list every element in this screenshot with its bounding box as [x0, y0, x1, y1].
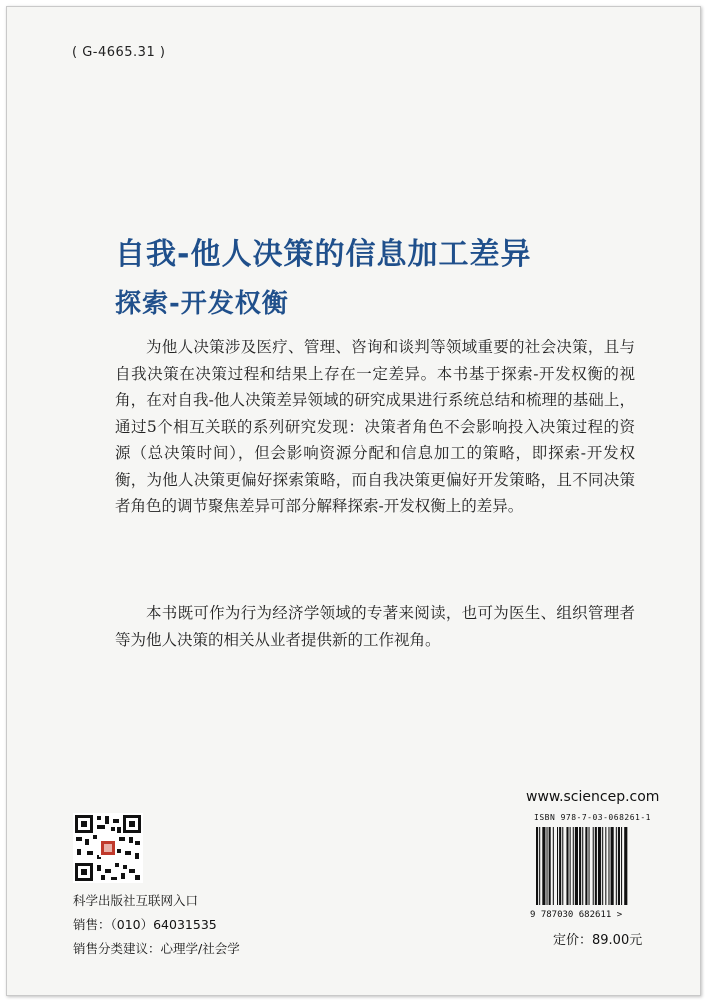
sales-category: 销售分类建议：心理学/社会学: [73, 941, 240, 956]
book-subtitle: 探索-开发权衡: [115, 289, 289, 319]
description-paragraph-1: 为他人决策涉及医疗、管理、咨询和谈判等领域重要的社会决策，且与自我决策在决策过程和结果上存在一定差异。本书基于探索-开发权衡的视角，在对自我-他人决策差异领域的研究成果进行系统总结和梳理的基础上，通过5个相互关联的系列研究发现：决策者角色不会影响投入决策过程的资源（总决策时间），但会影响资源分配和信息加工的策略，即探索-开发权衡，为他人决策更偏好探索策略，而自我决策更偏好开发策略，且不同决策者角色的调节聚焦差异可部分解释探索-开发权衡上的差异。: [115, 338, 635, 515]
isbn-barcode: [528, 827, 666, 920]
isbn-text: ISBN 978-7-03-068261-1: [534, 813, 651, 822]
qr-code-icon: [73, 813, 143, 883]
book-title: 自我-他人决策的信息加工差异: [115, 237, 532, 272]
sales-phone: 销售：（010）64031535: [73, 917, 217, 932]
publisher-portal-caption: 科学出版社互联网入口: [73, 893, 199, 908]
publisher-website: www.sciencep.com: [526, 789, 660, 805]
price-label: 定价：89.00元: [553, 933, 643, 948]
barcode-digits: 9 787030 682611 >: [530, 910, 623, 920]
description-paragraph-2: 本书既可作为行为经济学领域的专著来阅读，也可为医生、组织管理者等为他人决策的相关从业者提供新的工作视角。: [115, 604, 635, 649]
book-back-cover: [6, 6, 701, 996]
book-code: ( G-4665.31 ): [72, 45, 166, 60]
